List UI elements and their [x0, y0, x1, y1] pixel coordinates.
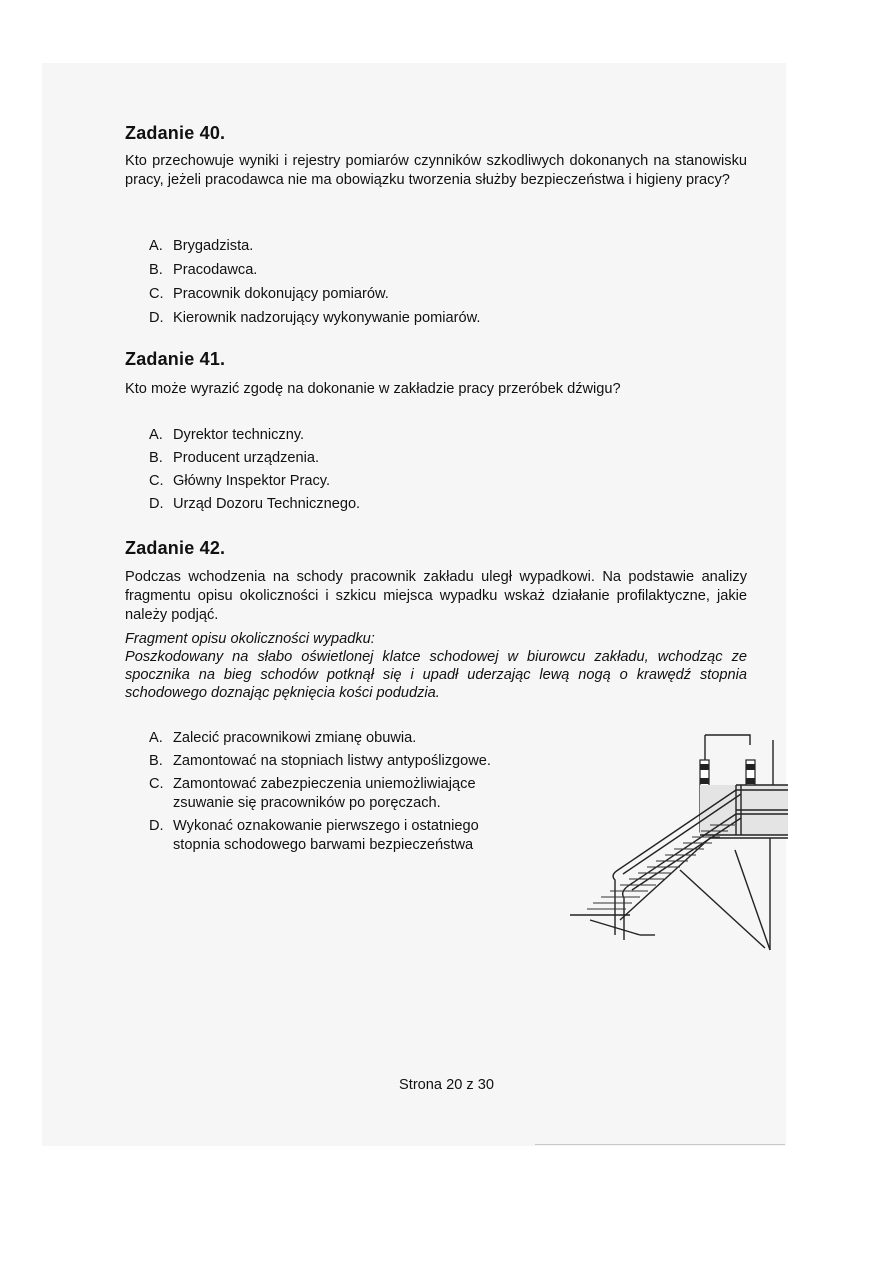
task-40-question: Kto przechowuje wyniki i rejestry pomiarów czynników szkodliwych dokonanych na stanowisku pracy, jeżeli pracodawca nie ma obowiązku tworzenia służby bezpieczeństwa i higieny pracy?: [125, 153, 747, 188]
task-42-question: Podczas wchodzenia na schody pracownik zakładu uległ wypadkowi. Na podstawie analizy fragmentu opisu okoliczności i szkicu miejsca wypadku wskaż działanie profilaktyczne, jakie należy podjąć.: [125, 569, 747, 623]
task-41-question: Kto może wyrazić zgodę na dokonanie w zakładzie pracy przeróbek dźwigu?: [125, 381, 621, 397]
task-42-option-d: D. Wykonać oznakowanie pierwszego i ostatniego stopnia schodowego barwami bezpieczeństwa: [149, 818, 479, 853]
task-41-option-b: B. Producent urządzenia.: [149, 450, 320, 466]
page-number: Strona 20 z 30: [399, 1077, 494, 1093]
scan-edge-line: [535, 1144, 785, 1145]
task-42-option-a: A. Zalecić pracownikowi zmianę obuwia.: [149, 730, 417, 746]
task-42-title: Zadanie 42.: [125, 538, 226, 558]
task-41-title: Zadanie 41.: [125, 349, 226, 369]
task-42-option-c: C. Zamontować zabezpieczenia uniemożliwiające zsuwanie się pracowników po poręczach.: [149, 776, 476, 811]
task-41-option-a: A. Dyrektor techniczny.: [149, 427, 305, 443]
fragment-label: Fragment opisu okoliczności wypadku:: [125, 631, 375, 647]
task-40-options: [149, 237, 480, 328]
task-41-options: [149, 426, 360, 514]
fragment-text: Poszkodowany na słabo oświetlonej klatce schodowej w biurowcu zakładu, wchodząc ze spocznika na bieg schodów potknął się i upadł uderzając lewą nogą o krawędź stopnia schodowego doznając pęknięcia kości podudzia.: [125, 649, 747, 701]
staircase-sketch-icon: [560, 730, 790, 960]
task-40-option-d: D. Kierownik nadzorujący wykonywanie pomiarów.: [149, 310, 481, 326]
task-40-option-a: A. Brygadzista.: [149, 238, 254, 254]
task-42-fragment: [125, 630, 747, 702]
task-42-options: [149, 729, 549, 855]
task-40-title: Zadanie 40.: [125, 123, 226, 143]
task-41-option-c: C. Główny Inspektor Pracy.: [149, 473, 331, 489]
task-42-option-b: B. Zamontować na stopniach listwy antypoślizgowe.: [149, 753, 491, 769]
task-40-option-b: B. Pracodawca.: [149, 262, 258, 278]
task-40-option-c: C. Pracownik dokonujący pomiarów.: [149, 286, 389, 302]
task-41-option-d: D. Urząd Dozoru Technicznego.: [149, 496, 361, 512]
